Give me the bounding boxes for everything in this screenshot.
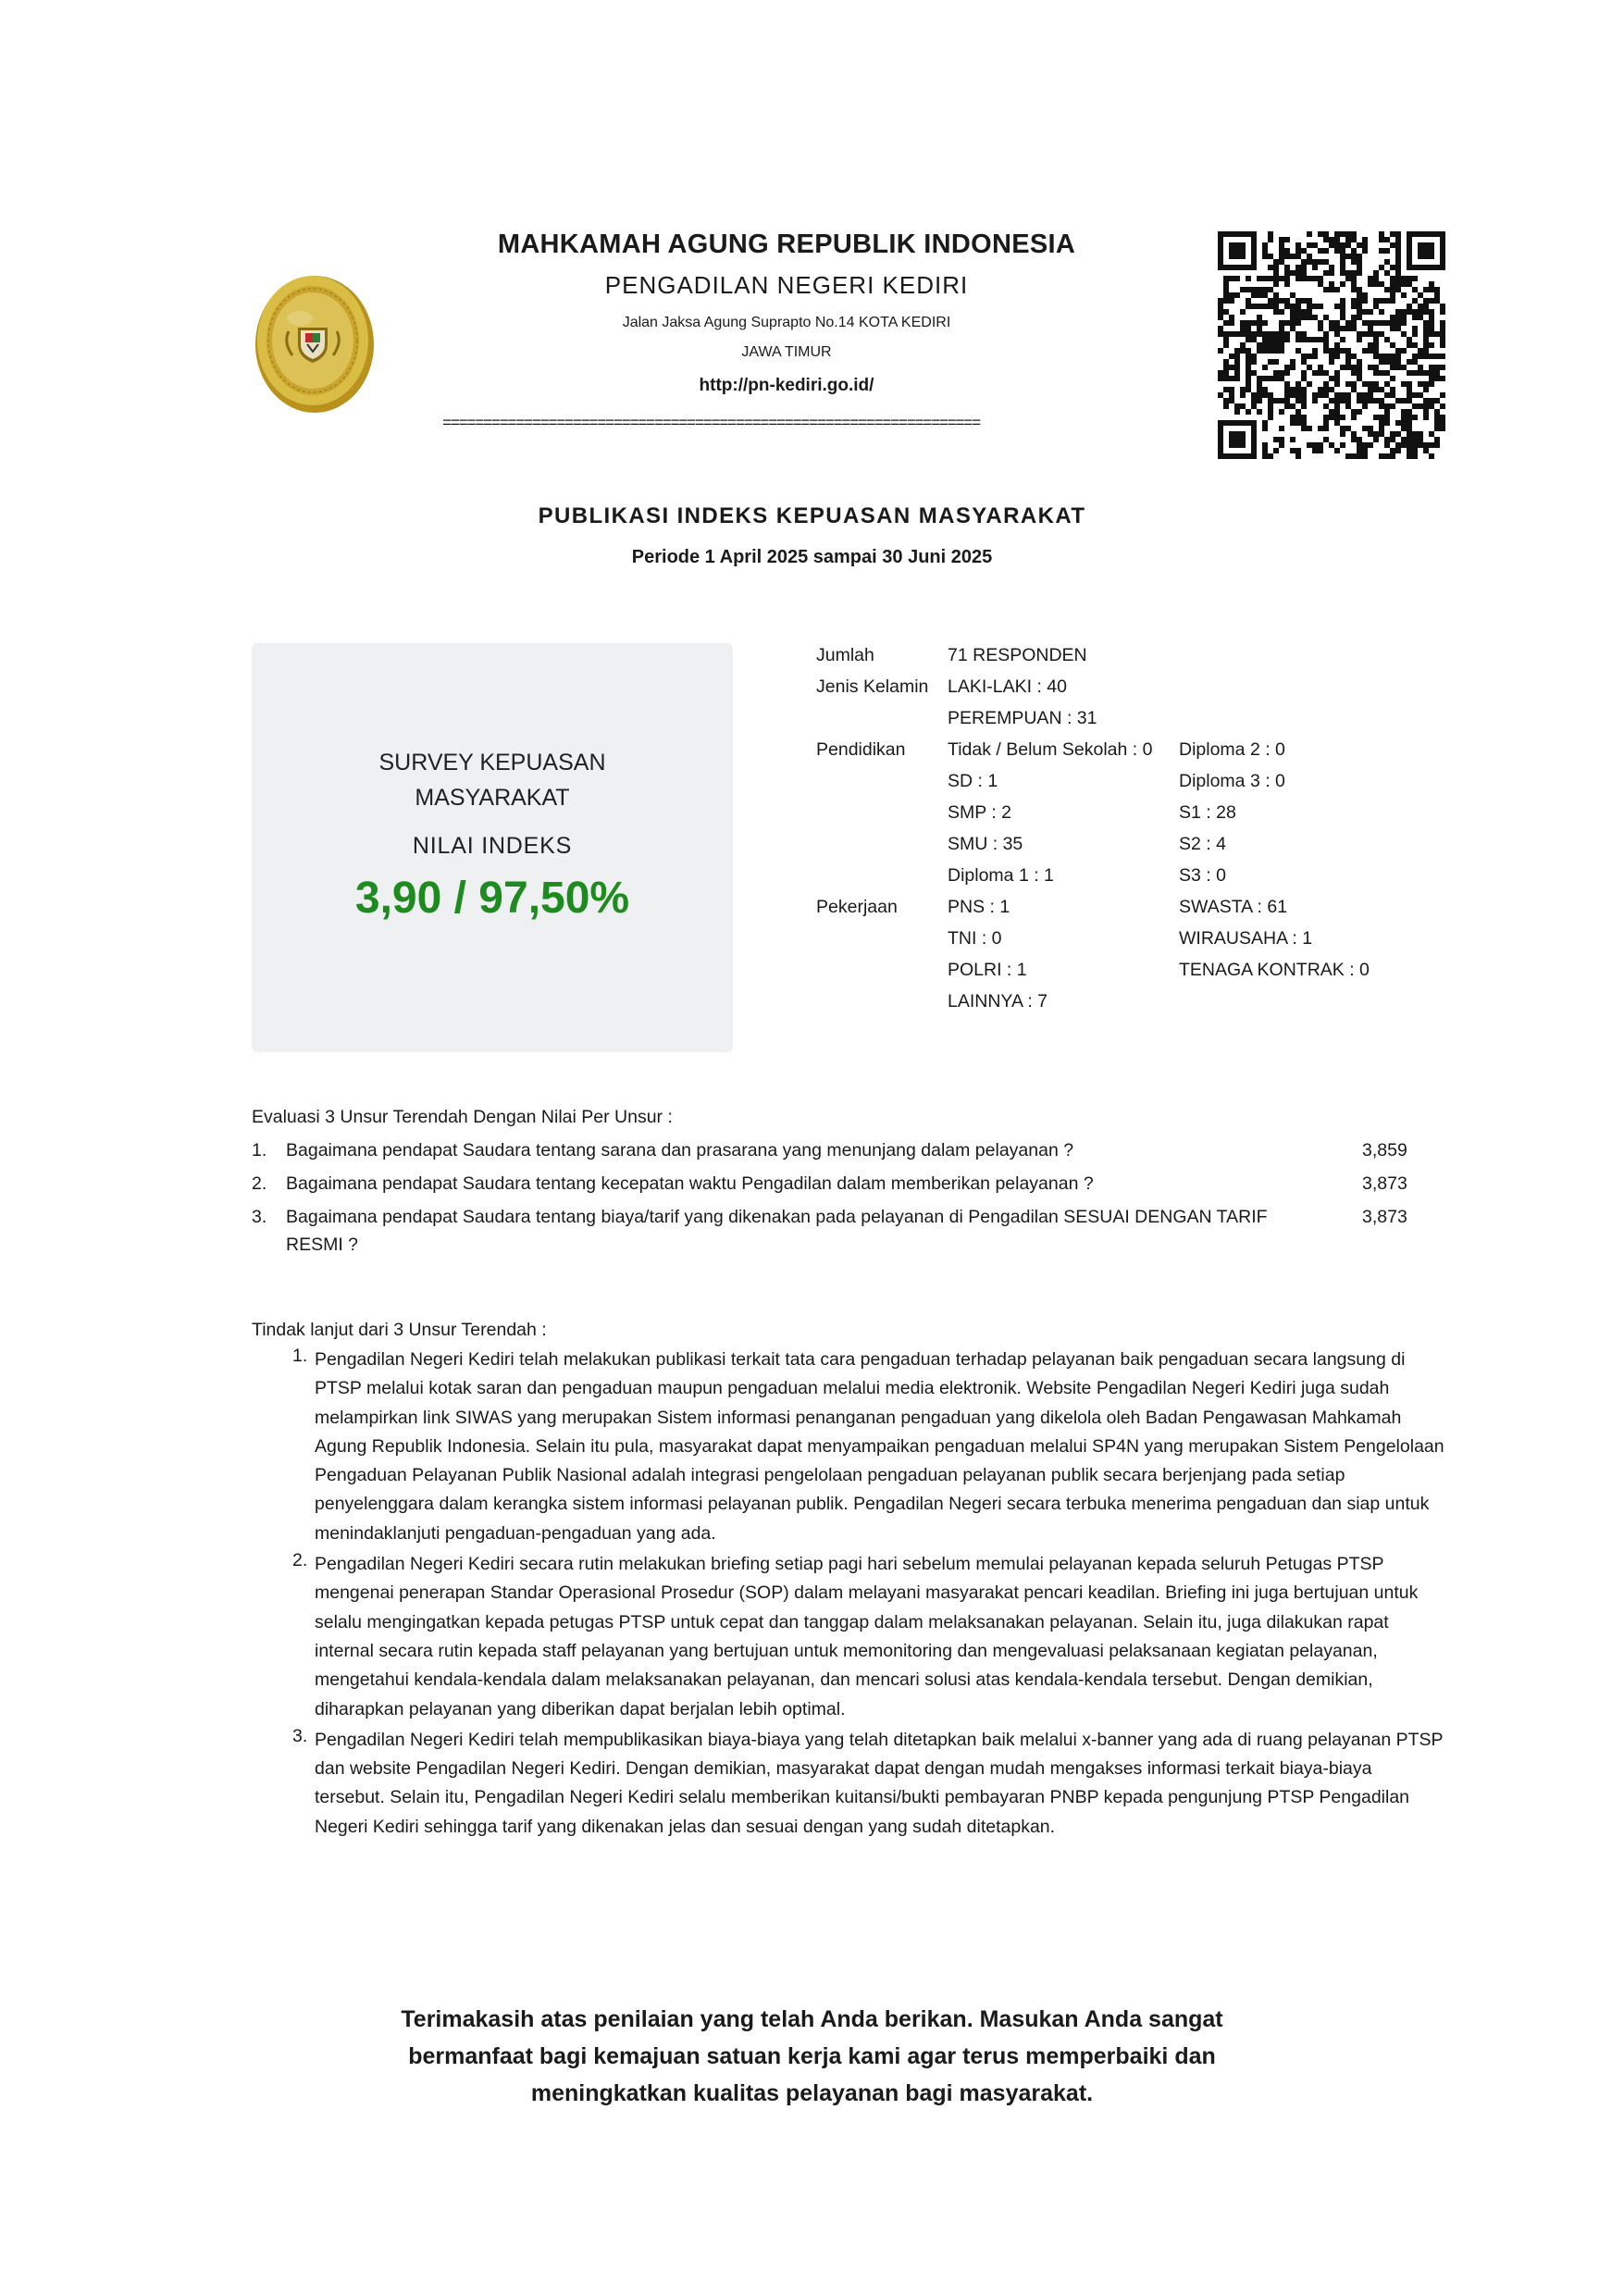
job-item: TNI : 0 (948, 928, 1002, 949)
document-title (185, 500, 1439, 572)
job-item: SWASTA : 61 (1179, 897, 1288, 917)
education-item: Diploma 1 : 1 (948, 865, 1054, 886)
item-number: 2. (252, 1173, 267, 1194)
gender-label: Jenis Kelamin (816, 676, 929, 697)
education-label: Pendidikan (816, 739, 906, 760)
list-item (252, 1346, 1455, 1548)
list-item (252, 1726, 1455, 1842)
item-text: Pengadilan Negeri Kediri telah melakukan publikasi terkait tata cara pengaduan terhadap pelayanan baik pengaduan secara langsung di PTSP melalui kotak saran dan pengaduan maupun pengaduan melalui media elektronik. Website Pengadilan Negeri Kediri juga sudah melampirkan link SIWAS yang merupakan Sistem informasi penanganan pengaduan yang dikelola oleh Badan Pengawasan Mahkamah Agung Republik Indonesia. Selain itu pula, masyarakat dapat menyampaikan pengaduan melalui SP4N yang merupakan Sistem Pengelolaan Pengaduan Pelayanan Publik Nasional adalah integrasi pengelolaan pengaduan pelayanan publik secara berjenjang pada setiap penyelenggara dalam kerangka sistem informasi pelayanan publik. Pengadilan Negeri secara terbuka menerima pengaduan dan siap untuk menindaklanjuti pengaduan-pengaduan yang ada. (315, 1349, 1444, 1544)
court-name: MAHKAMAH AGUNG REPUBLIK INDONESIA (497, 230, 1076, 259)
item-text: Pengadilan Negeri Kediri secara rutin melakukan briefing setiap pagi hari sebelum memulai pelayanan kepada seluruh Petugas PTSP mengenai penerapan Standar Operasional Prosedur (SOP) dalam melayani masyarakat pencari keadilan. Briefing ini juga bertujuan untuk selalu mengingatkan kepada petugas PTSP untuk cepat dan tanggap dalam melaksanakan pelayanan. Selain itu, juga dilakukan rapat internal secara rutin kepada staff pelayanan yang bertujuan untuk memonitoring dan mengevaluasi pelaksanaan kegiatan pelayanan, mengetahui kendala-kendala dalam melaksanakan pelayanan, dan mencari solusi atas kendala-kendala tersebut. Dengan demikian, diharapkan pelayanan yang diberikan dapat berjalan lebih optimal. (315, 1554, 1419, 1719)
item-number: 1. (252, 1140, 267, 1160)
title-period: Periode 1 April 2025 sampai 30 Juni 2025 (631, 547, 993, 567)
item-text: Bagaimana pendapat Saudara tentang biaya/tarif yang dikenakan pada pelayanan di Pengadilan SESUAI DENGAN TARIF RESMI ? (286, 1207, 1268, 1255)
jumlah-label: Jumlah (816, 645, 874, 665)
education-item: SMU : 35 (948, 834, 1023, 854)
title-main: PUBLIKASI INDEKS KEPUASAN MASYARAKAT (538, 503, 1086, 528)
item-text: Pengadilan Negeri Kediri telah mempublikasikan biaya-biaya yang telah ditetapkan baik melalui x-banner yang ada di ruang pelayanan PTSP dan website Pengadilan Negeri Kediri. Dengan demikian, masyarakat dapat dengan mudah mengakses informasi terkait biaya-biaya tersebut. Selain itu, Pengadilan Negeri Kediri selalu memberikan kuitansi/bukti pembayaran PNBP kepada pengunjung PTSP Pengadilan Negeri Kediri sehingga tarif yang dikenakan jelas dan sesuai dengan yang sudah ditetapkan. (315, 1729, 1444, 1837)
education-item: Diploma 3 : 0 (1179, 771, 1285, 791)
item-number: 1. (292, 1346, 308, 1366)
letterhead (407, 226, 1166, 400)
score-card (252, 643, 733, 1052)
thank-you-message: Terimakasih atas penilaian yang telah Anda berikan. Masukan Anda sangat bermanfaat bagi kemajuan satuan kerja kami agar terus memperbaiki dan meningkatkan kualitas pelayanan bagi masyarakat. (401, 2006, 1223, 2106)
education-item: Tidak / Belum Sekolah : 0 (948, 739, 1153, 760)
address: Jalan Jaksa Agung Suprapto No.14 KOTA KEDIRI (622, 315, 951, 330)
index-value: 3,90 / 97,50% (354, 874, 630, 923)
followup-heading: Tindak lanjut dari 3 Unsur Terendah : (252, 1320, 547, 1340)
job-item: POLRI : 1 (948, 960, 1027, 980)
job-item: TENAGA KONTRAK : 0 (1179, 960, 1370, 980)
job-label: Pekerjaan (816, 897, 898, 917)
education-item: SD : 1 (948, 771, 998, 791)
education-item: S2 : 4 (1179, 834, 1226, 854)
education-item: Diploma 2 : 0 (1179, 739, 1285, 760)
province: JAWA TIMUR (741, 344, 832, 360)
list-item (252, 1550, 1455, 1724)
item-value: 3,873 (1362, 1207, 1407, 1227)
item-number: 2. (292, 1550, 308, 1571)
item-text: Bagaimana pendapat Saudara tentang kecepatan waktu Pengadilan dalam memberikan pelayanan ? (286, 1173, 1094, 1194)
court-seal-icon (252, 270, 378, 415)
list-item (252, 1136, 1445, 1164)
jumlah-value: 71 RESPONDEN (948, 645, 1087, 665)
score-card-label-line2: MASYARAKAT (415, 785, 570, 811)
website-link[interactable]: http://pn-kediri.go.id/ (699, 376, 874, 395)
education-item: S1 : 28 (1179, 802, 1236, 823)
evaluation-heading: Evaluasi 3 Unsur Terendah Dengan Nilai Per Unsur : (252, 1107, 673, 1127)
education-item: SMP : 2 (948, 802, 1012, 823)
evaluation-section (252, 1103, 1445, 1259)
score-card-label-line1: SURVEY KEPUASAN (378, 750, 606, 776)
item-value: 3,873 (1362, 1173, 1407, 1194)
item-number: 3. (292, 1725, 308, 1746)
followup-section (252, 1316, 1455, 1842)
qr-code-icon (1218, 231, 1445, 459)
job-item: WIRAUSAHA : 1 (1179, 928, 1313, 949)
list-item (252, 1170, 1445, 1198)
index-label: NILAI INDEKS (412, 833, 573, 859)
job-item: LAINNYA : 7 (948, 991, 1048, 1011)
score-card-label (252, 745, 733, 815)
header-divider: ================================================================== (442, 418, 980, 431)
item-text: Bagaimana pendapat Saudara tentang sarana dan prasarana yang menunjang dalam pelayanan ? (286, 1140, 1074, 1160)
gender-male: LAKI-LAKI : 40 (948, 676, 1067, 697)
item-number: 3. (252, 1207, 267, 1227)
gender-female: PEREMPUAN : 31 (948, 708, 1097, 728)
job-item: PNS : 1 (948, 897, 1010, 917)
item-value: 3,859 (1362, 1140, 1407, 1160)
branch-name: PENGADILAN NEGERI KEDIRI (604, 271, 969, 299)
list-item (252, 1203, 1445, 1259)
education-item: S3 : 0 (1179, 865, 1226, 886)
